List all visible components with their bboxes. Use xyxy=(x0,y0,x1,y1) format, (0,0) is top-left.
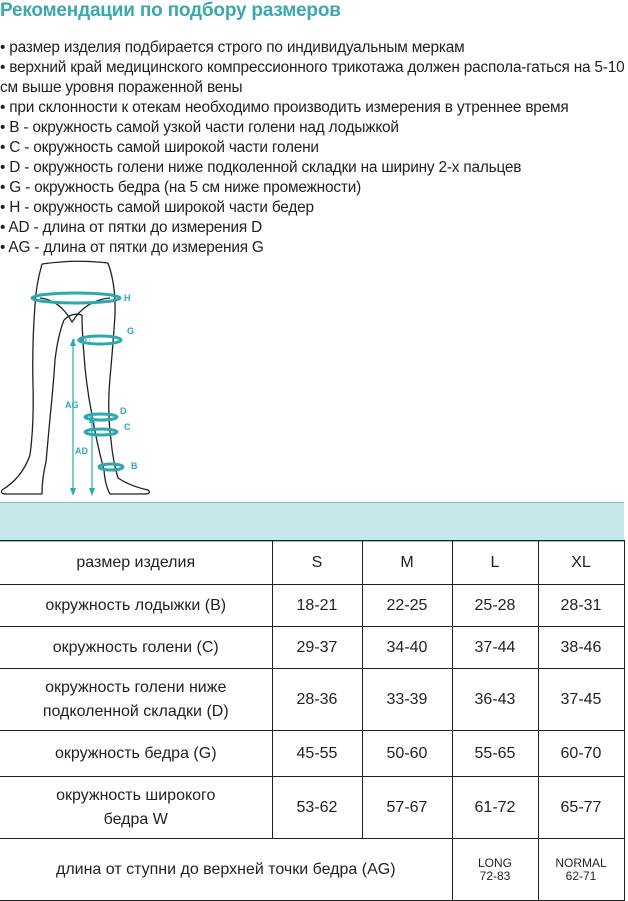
length-indicators xyxy=(73,340,92,494)
list-item: • В - окружность самой узкой части голени над лодыжкой xyxy=(0,119,399,136)
length-long xyxy=(452,839,538,901)
table-row xyxy=(0,777,624,839)
header-size-m: M xyxy=(362,541,452,585)
list-item: • AG - длина от пятки до измерения G xyxy=(0,239,264,256)
label-c: C xyxy=(124,422,131,432)
list-item: • D - окружность голени ниже подколенной складки на ширину 2-х пальцев xyxy=(0,159,522,176)
row-label-line: окружность голени ниже xyxy=(45,678,227,696)
header-size-l: L xyxy=(452,541,538,585)
label-g: G xyxy=(127,326,135,336)
length-label: длина от ступни до верхней точки бедра (AG) xyxy=(0,839,452,901)
cell-value: 37-45 xyxy=(538,669,624,731)
list-item: • G - окружность бедра (на 5 см ниже промежности) xyxy=(0,179,362,196)
leg-measurement-diagram xyxy=(0,258,160,498)
list-item: • размер изделия подбирается строго по индивидуальным меркам xyxy=(0,39,465,56)
cell-value: 18-21 xyxy=(272,585,362,627)
row-label-line: бедра W xyxy=(103,810,168,828)
label-b: B xyxy=(131,461,138,471)
ring-d xyxy=(85,414,117,420)
list-item: • H - окружность самой широкой части бедер xyxy=(0,199,314,216)
row-label xyxy=(0,777,272,839)
list-item: • AD - длина от пятки до измерения D xyxy=(0,219,262,236)
arrow-up-icon xyxy=(70,338,76,346)
cell-value: 22-25 xyxy=(362,585,452,627)
cell-value: 57-67 xyxy=(362,777,452,839)
cell-value: 55-65 xyxy=(452,731,538,777)
normal-name: NORMAL xyxy=(555,855,607,870)
table-header-row xyxy=(0,541,624,585)
row-label: окружность бедра (G) xyxy=(0,731,272,777)
cell-value: 38-46 xyxy=(538,627,624,669)
cell-value: 36-43 xyxy=(452,669,538,731)
cell-value: 34-40 xyxy=(362,627,452,669)
normal-range: 62-71 xyxy=(565,868,597,883)
label-ag: AG xyxy=(65,400,79,410)
cell-value: 65-77 xyxy=(538,777,624,839)
cell-value: 45-55 xyxy=(272,731,362,777)
table-row xyxy=(0,627,624,669)
size-table xyxy=(0,540,625,901)
table-header-band xyxy=(0,502,624,542)
table-row-length xyxy=(0,839,624,901)
cell-value: 28-36 xyxy=(272,669,362,731)
page-title: Рекомендации по подбору размеров xyxy=(0,0,341,21)
header-size-s: S xyxy=(272,541,362,585)
row-label: окружность лодыжки (B) xyxy=(0,585,272,627)
row-label-line: окружность широкого xyxy=(56,786,216,804)
header-product-size: размер изделия xyxy=(0,541,272,585)
table-row xyxy=(0,669,624,731)
cell-value: 61-72 xyxy=(452,777,538,839)
cell-value: 50-60 xyxy=(362,731,452,777)
cell-value: 53-62 xyxy=(272,777,362,839)
arrow-down-icon xyxy=(89,488,95,496)
row-label xyxy=(0,669,272,731)
list-item: • при склонности к отекам необходимо производить измерения в утреннее время xyxy=(0,99,569,116)
label-h: H xyxy=(124,293,131,303)
row-label-line: подколенной складки (D) xyxy=(42,702,229,720)
label-ad: AD xyxy=(75,446,88,456)
arrow-icons xyxy=(70,338,95,496)
cell-value: 25-28 xyxy=(452,585,538,627)
long-name: LONG xyxy=(477,855,512,870)
ring-c xyxy=(85,429,117,435)
table-row xyxy=(0,731,624,777)
arrow-down-icon xyxy=(70,488,76,496)
header-size-xl: XL xyxy=(538,541,624,585)
cell-value: 28-31 xyxy=(538,585,624,627)
cell-value: 29-37 xyxy=(272,627,362,669)
length-normal xyxy=(538,839,624,901)
cell-value: 37-44 xyxy=(452,627,538,669)
table-row xyxy=(0,585,624,627)
cell-value: 33-39 xyxy=(362,669,452,731)
list-item: • С - окружность самой широкой части голени xyxy=(0,139,319,156)
recommendations-list xyxy=(0,38,628,258)
label-d: D xyxy=(120,406,127,416)
row-label: окружность голени (C) xyxy=(0,627,272,669)
long-range: 72-83 xyxy=(479,868,511,883)
cell-value: 60-70 xyxy=(538,731,624,777)
list-item: • верхний край медицинского компрессионного трикотажа должен распола-гаться на 5-10 см выше уровня пораженной вены xyxy=(0,59,625,96)
